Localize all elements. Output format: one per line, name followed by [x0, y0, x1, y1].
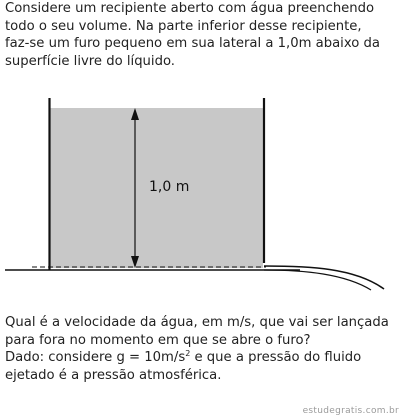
given-prefix: Dado: considere g = 10m/s	[5, 350, 186, 365]
question-line: Qual é a velocidade da água, em m/s, que vai ser lançada	[5, 315, 389, 330]
question-line: para fora no momento em que se abre o furo?	[5, 332, 311, 348]
height-label: 1,0 m	[149, 179, 190, 195]
watermark: estudegratis.com.br	[302, 406, 399, 416]
intro-line: faz-se um furo pequeno em sua lateral a 1,0m abaixo da	[5, 36, 380, 51]
question-line: ejetado é a pressão atmosférica.	[5, 367, 222, 383]
container-diagram	[0, 90, 405, 300]
intro-line: todo o seu volume. Na parte inferior desse recipiente,	[5, 18, 362, 34]
exponent: 2	[185, 349, 191, 358]
intro-line: superfície livre do líquido.	[5, 53, 175, 69]
given-data-line	[5, 349, 401, 367]
water-jet-lower	[264, 270, 371, 290]
intro-line: Considere um recipiente aberto com água preenchendo	[5, 1, 375, 16]
given-suffix: e que a pressão do fluido	[190, 350, 362, 365]
problem-statement	[5, 0, 401, 70]
question-text	[5, 314, 401, 384]
